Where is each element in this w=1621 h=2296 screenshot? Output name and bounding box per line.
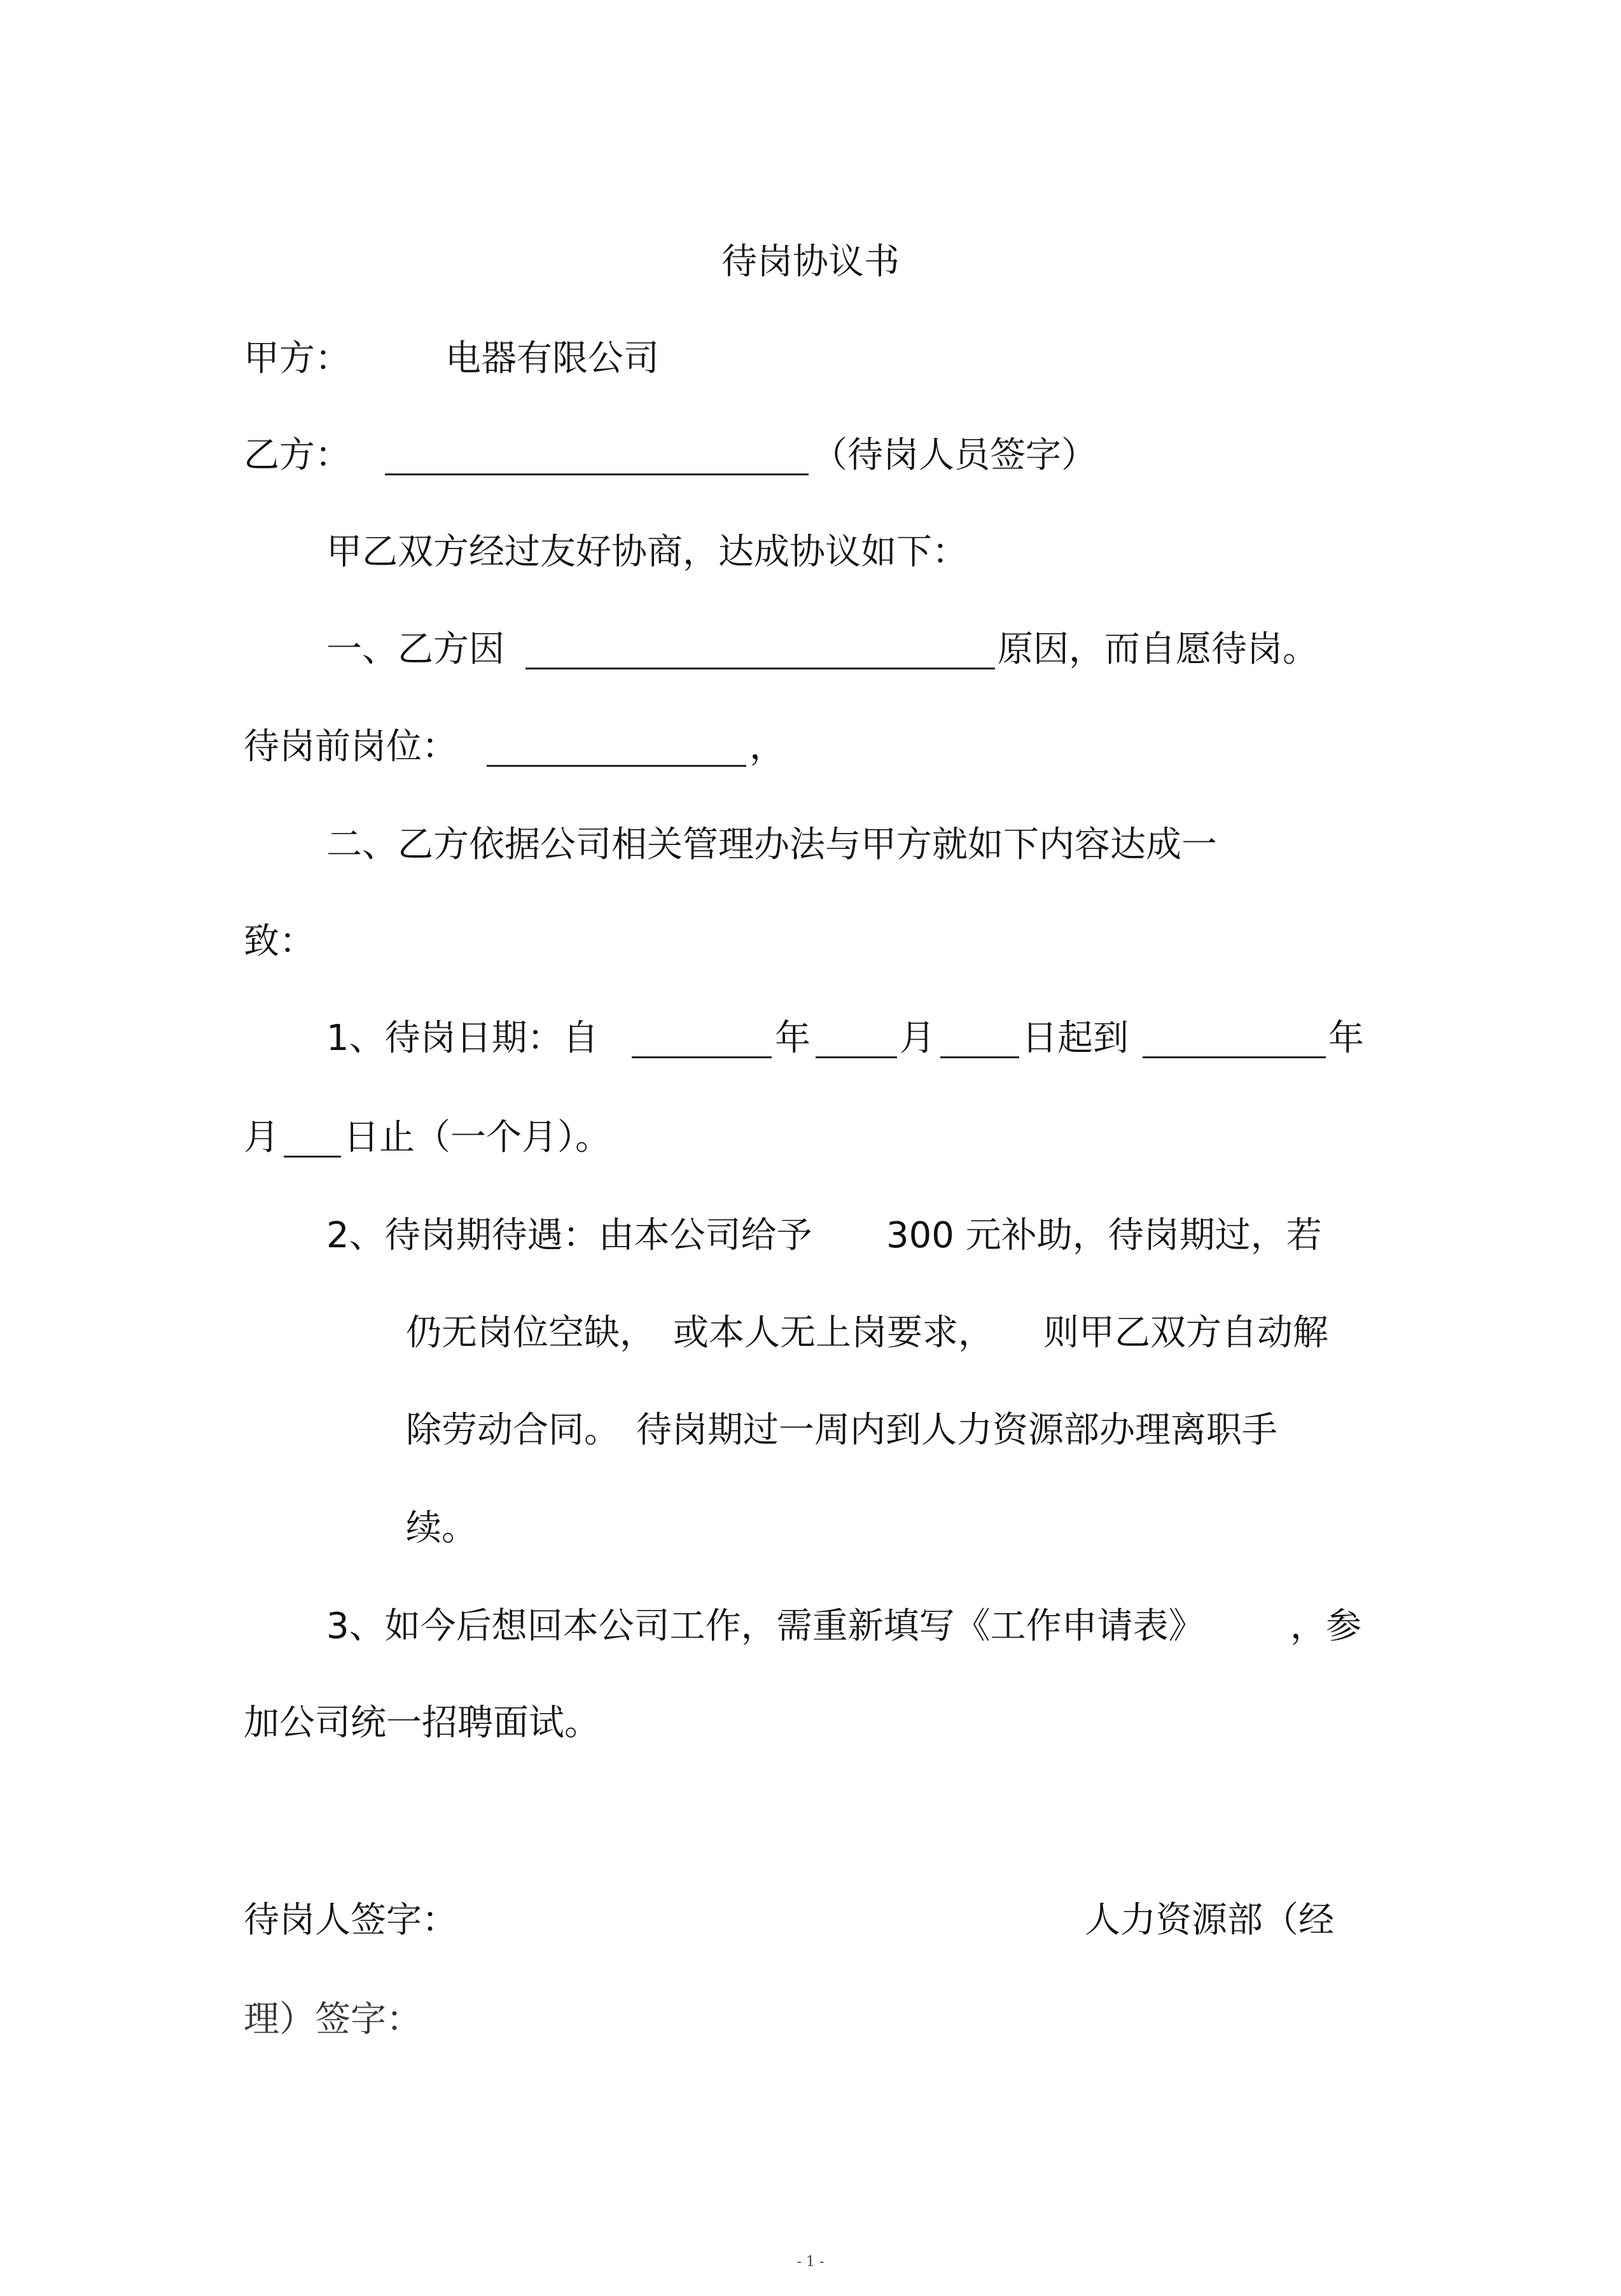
document-title: 待岗协议书 <box>721 241 900 283</box>
prev-position-comma: ， <box>749 726 785 767</box>
item1-month-label: 月 <box>900 1018 935 1059</box>
prev-position-blank[interactable] <box>487 728 746 767</box>
clause2-line1: 二、乙方依据公司相关管理办法与甲方就如下内容达成一 <box>326 824 1217 865</box>
item2-line3a: 除劳动合同。 <box>406 1410 620 1451</box>
item2-line2a: 仍无岗位空缺， <box>406 1312 655 1354</box>
hr-label-line1: 人力资源部（经 <box>1085 1900 1334 1941</box>
item2-line2c: 则甲乙双方自动解 <box>1043 1312 1328 1354</box>
party-a-label: 甲方： <box>244 338 351 379</box>
item2-line4: 续。 <box>406 1508 477 1549</box>
start-year-blank[interactable] <box>632 1019 772 1058</box>
item1-line2-month: 月 <box>244 1117 279 1158</box>
item1-year-label: 年 <box>775 1018 810 1059</box>
start-month-blank[interactable] <box>816 1019 897 1058</box>
prev-position-label: 待岗前岗位： <box>244 726 457 767</box>
clause1-suffix: 原因，而自愿待岗。 <box>998 629 1318 670</box>
party-b-signature-blank[interactable] <box>385 437 809 475</box>
clause2-line2: 致： <box>244 921 315 962</box>
page-number: - 1 - <box>797 2254 824 2270</box>
party-b-label: 乙方： <box>244 435 351 476</box>
item3-line1a: 3、如今后想回本公司工作，需重新填写《工作申请表》 <box>326 1606 1204 1647</box>
item1-day-from-label: 日起到 <box>1022 1018 1129 1059</box>
item2-line1a: 2、待岗期待遇：由本公司给予 <box>326 1215 812 1256</box>
intro-text: 甲乙双方经过友好协商，达成协议如下： <box>326 531 968 573</box>
item1-prefix: 1、待岗日期：自 <box>326 1018 599 1059</box>
start-day-blank[interactable] <box>940 1019 1019 1058</box>
item1-line2-suffix: 日止（一个月）。 <box>344 1117 611 1158</box>
item3-line2: 加公司统一招聘面试。 <box>244 1702 600 1744</box>
item2-line2b: 或本人无上岗要求， <box>673 1312 994 1354</box>
reason-blank[interactable] <box>525 631 995 669</box>
sign-label: 待岗人签字： <box>244 1900 457 1941</box>
item2-line1b: 300 元补助，待岗期过，若 <box>886 1215 1322 1256</box>
party-b-note: （待岗人员签字） <box>812 435 1097 476</box>
hr-label-line2: 理）签字： <box>244 1999 422 2040</box>
item2-line3b: 待岗期过一周内到人力资源部办理离职手 <box>636 1410 1277 1451</box>
item1-year2-label: 年 <box>1328 1018 1364 1059</box>
end-year-blank[interactable] <box>1143 1019 1326 1058</box>
item3-line1b: ，参 <box>1290 1606 1361 1647</box>
party-a-name: 电器有限公司 <box>445 338 659 379</box>
clause1-prefix: 一、乙方因 <box>326 629 504 670</box>
end-day-blank[interactable] <box>284 1119 341 1158</box>
